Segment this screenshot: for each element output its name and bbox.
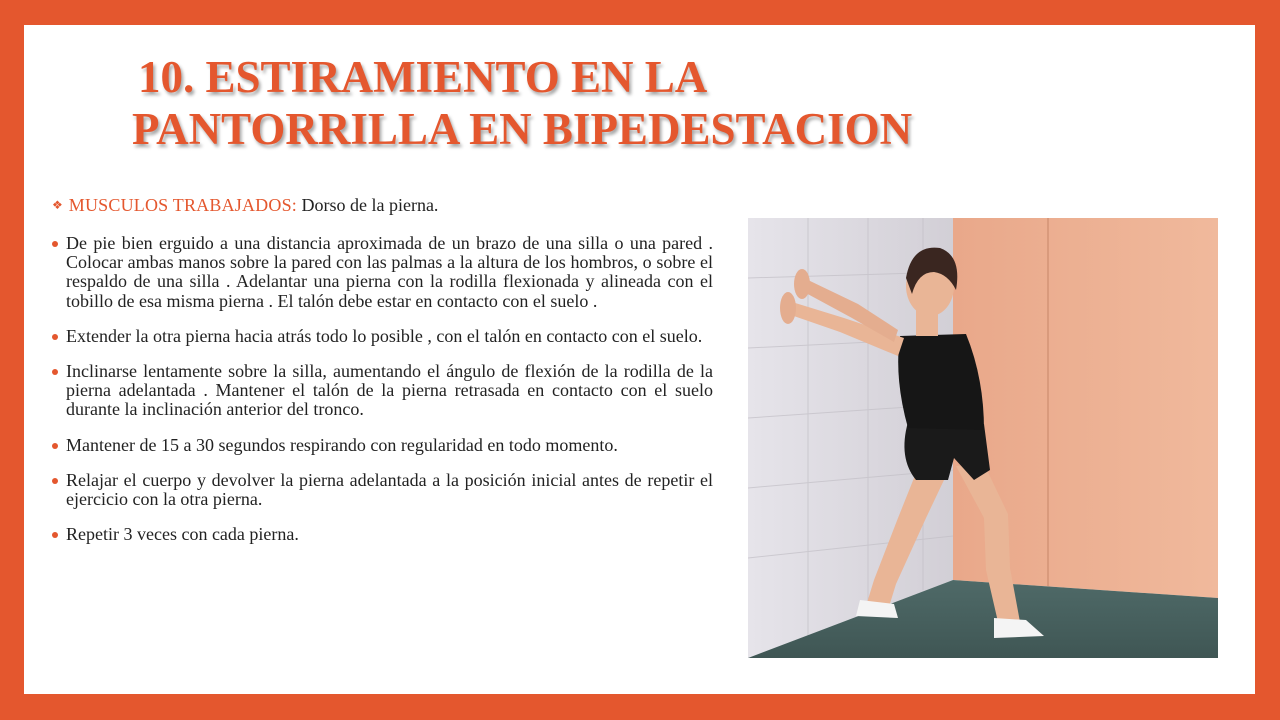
title-line-2: PANTORRILLA EN BIPEDESTACION (132, 104, 913, 154)
step-text: Extender la otra pierna hacia atrás todo lo posible , con el talón en contacto con el suelo. (66, 325, 703, 346)
step-text: Relajar el cuerpo y devolver la pierna adelantada a la posición inicial antes de repetir el ejercicio con la otra pierna. (66, 469, 713, 510)
title-line-1: 10. ESTIRAMIENTO EN LA (138, 52, 708, 102)
step-text: Inclinarse lentamente sobre la silla, aumentando el ángulo de flexión de la rodilla de la pierna adelantada . Mantener el talón de la pierna retrasada en contacto con el suelo durante la inclinación anterior del tronco. (66, 361, 713, 420)
step-item (52, 362, 713, 420)
step-text: Repetir 3 veces con cada pierna. (66, 524, 299, 545)
slide (24, 25, 1255, 694)
step-text: Mantener de 15 a 30 segundos respirando con regularidad en todo momento. (66, 434, 618, 455)
bullet-dot-icon (52, 334, 58, 340)
bullet-dot-icon (52, 369, 58, 375)
exercise-photo (748, 218, 1218, 658)
bullet-dot-icon (52, 478, 58, 484)
muscles-value: Dorso de la pierna. (301, 195, 439, 215)
calf-stretch-illustration (748, 218, 1218, 658)
exercise-steps (52, 234, 713, 560)
bullet-dot-icon (52, 532, 58, 538)
muscles-worked (52, 194, 438, 218)
step-text: De pie bien erguido a una distancia aproximada de un brazo de una silla o una pared . Colocar ambas manos sobre la pared con las palmas a la altura de los hombros, o sobre el respaldo de una silla . Adelantar una pierna con la rodilla flexionada y alineada con el tobillo de esa misma pierna . El talón debe estar en contacto con el suelo . (66, 233, 713, 311)
bullet-dot-icon (52, 443, 58, 449)
step-item (52, 327, 713, 346)
step-item (52, 436, 713, 455)
diamond-bullet-icon: ❖ (52, 198, 63, 212)
slide-title (132, 51, 912, 155)
step-item (52, 234, 713, 311)
step-item (52, 471, 713, 509)
step-item (52, 525, 713, 544)
bullet-dot-icon (52, 241, 58, 247)
muscles-label: MUSCULOS TRABAJADOS: (68, 195, 297, 215)
